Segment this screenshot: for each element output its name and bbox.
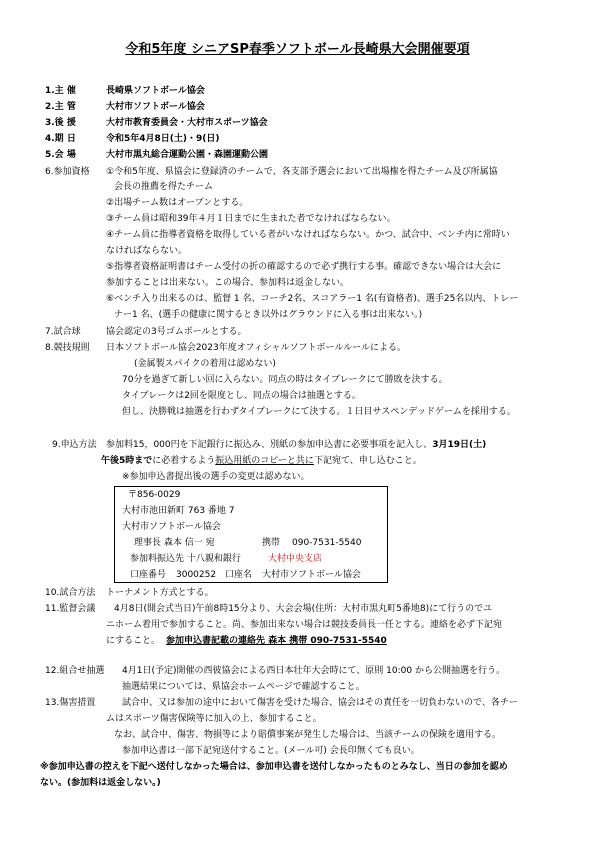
venue-value: 大村市黒丸総合運動公園・森園運動公園 bbox=[106, 150, 269, 160]
rules-line: 70分を過ぎて新しい回に入らない。同点の時はタイブレークにて勝敗を決する。 bbox=[122, 375, 448, 385]
director: 理事長 森本 信一 宛 bbox=[134, 538, 215, 548]
bank-label: 参加料振込先 十八親和銀行 bbox=[130, 554, 241, 564]
venue-label: 5.会 場 bbox=[45, 150, 76, 160]
support-value: 大村市教育委員会・大村市スポーツ協会 bbox=[106, 118, 268, 128]
rules-line: タイブレークは2回を限度とし、同点の場合は抽選とする。 bbox=[122, 391, 361, 401]
application-text: 下記宛て、申し込むこと。 bbox=[313, 456, 422, 466]
ball-value: 協会認定の3号ゴムボールとする。 bbox=[106, 327, 247, 337]
mobile-number: 090-7531-5540 bbox=[292, 538, 362, 548]
qualification-line: 参加することは出来ない。この場合、参加料は返金しない。 bbox=[106, 278, 350, 288]
draw-line: 4月1日(予定)開催の西彼協会による西日本壮年大会時にて、原則 10:00 から公開抽選を行う。 bbox=[122, 666, 505, 676]
rules-line: (金属製スパイクの着用は認めない) bbox=[134, 359, 276, 369]
qualification-line: ①令和5年度、県協会に登録済のチームで、各支部予選会において出場権を得たチーム及び所属協 bbox=[106, 167, 498, 177]
footer-note: ない。(参加料は返金しない。) bbox=[40, 778, 161, 788]
injury-line: 参加申込書は一部下記宛送付すること。(メール可) 会長印無くても良い。 bbox=[122, 746, 420, 756]
application-text: 参加料15，000円を下記銀行に振込み、別紙の参加申込書に必要事項を記入し、 bbox=[106, 440, 433, 450]
address: 大村市池田新町 763 番地 7 bbox=[122, 506, 235, 516]
qualification-line: 会長の推薦を得たチーム bbox=[114, 182, 214, 192]
footer-note: ※参加申込書の控えを下記へ送付しなかった場合は、参加申込書を送付しなかったものとみなし、当日の参加を認め bbox=[40, 762, 508, 772]
account-number: 3000252 bbox=[176, 570, 217, 580]
account-name: 大村市ソフトボール協会 bbox=[262, 570, 361, 580]
support-label: 3.後 援 bbox=[45, 118, 76, 128]
zip-code: 〒856-0029 bbox=[128, 490, 181, 500]
qualification-label: 6.参加資格 bbox=[45, 167, 90, 177]
manager-value: 大村市ソフトボール協会 bbox=[106, 102, 205, 112]
qualification-line: なければならない。 bbox=[106, 246, 188, 256]
manager-label: 2.主 管 bbox=[45, 102, 76, 112]
meeting-label: 11.監督会議 bbox=[45, 604, 96, 614]
qualification-line: ④チーム員に指導者資格を取得している者がいなければならない。かつ、試合中、ベンチ内に常時い bbox=[106, 230, 510, 240]
account-label: 口座番号 bbox=[130, 570, 167, 580]
application-line2 bbox=[101, 456, 422, 467]
injury-line: ムはスポーツ傷害保険等に加入の上、参加すること。 bbox=[106, 714, 322, 724]
application-line1 bbox=[106, 440, 486, 451]
application-label: 9.申込方法 bbox=[52, 440, 97, 450]
format-value: トーナメント方式とする。 bbox=[106, 588, 214, 598]
organizer-value: 長崎県ソフトボール協会 bbox=[106, 86, 205, 96]
meeting-contact: 参加申込書記載の連絡先 森本 携帯 090-7531-5540 bbox=[166, 636, 387, 646]
period-value: 令和5年4月8日(土)・9(日) bbox=[106, 134, 220, 144]
deadline-time: 午後5時まで bbox=[101, 456, 153, 466]
application-underlined: 振込用紙のコピーと共に bbox=[215, 456, 314, 466]
mobile-label: 携帯 bbox=[262, 538, 281, 548]
deadline-date: 3月19日(土) bbox=[432, 440, 487, 450]
qualification-line: ②出場チーム数はオープンとする。 bbox=[106, 198, 249, 208]
meeting-line: にすること。 bbox=[106, 636, 161, 646]
application-note: ※参加申込書提出後の選手の変更は認めない。 bbox=[122, 472, 310, 482]
format-label: 10.試合方法 bbox=[45, 588, 96, 598]
ball-label: 7.試合球 bbox=[45, 327, 81, 337]
injury-line: なお、試合中、傷害、物損等により賠償事案が発生した場合は、当該チームの保険を適用する。 bbox=[114, 730, 502, 740]
rules-label: 8.競技規則 bbox=[45, 343, 90, 353]
injury-label: 13.傷害措置 bbox=[45, 698, 96, 708]
page-title: 令和5年度 シニアSP春季ソフトボール長崎県大会開催要項 bbox=[125, 42, 470, 57]
qualification-line: ③チーム員は昭和39年４月１日までに生まれた者でなければならない。 bbox=[106, 214, 396, 224]
meeting-line: ニホーム着用で参加すること。尚、参加出来ない場合は競技委員長一任とする。連絡を必ず下記宛 bbox=[106, 620, 503, 630]
qualification-line: ⑤指導者資格証明書はチーム受付の折の確認するので必ず携行する事。確認できない場合は大会に bbox=[106, 262, 502, 272]
org-name: 大村市ソフトボール協会 bbox=[122, 522, 221, 532]
period-label: 4.期 日 bbox=[45, 134, 76, 144]
account-name-label: 口座名 bbox=[225, 570, 253, 580]
bank-branch: 大村中央支店 bbox=[268, 554, 323, 564]
qualification-line: ⑥ベンチ入り出来るのは、監督 1 名、コーチ2名、スコアラー1 名(有資格者)、選手25名以内、トレー bbox=[106, 294, 519, 304]
organizer-label: 1.主 催 bbox=[45, 86, 76, 96]
draw-label: 12.組合せ抽選 bbox=[45, 666, 105, 676]
rules-line: 但し、決勝戦は抽選を行わずタイブレークにて決する。１日目サスペンデッドゲームを採用する。 bbox=[122, 407, 516, 417]
rules-line: 日本ソフトボール協会2023年度オフィシャルソフトボールルールによる。 bbox=[106, 343, 406, 353]
injury-line: 試合中、又は参加の途中において傷害を受けた場合、協会はその責任を一切負わないので、各チー bbox=[122, 698, 518, 708]
draw-line: 抽選結果については、県協会ホームページで確認すること。 bbox=[122, 682, 365, 692]
application-text: に必着するよう bbox=[152, 456, 216, 466]
qualification-line: ナー1 名、(選手の健康に関するとき以外はグラウンドに入る事は出来ない。) bbox=[114, 310, 423, 320]
meeting-line: 4月8日(開会式当日)午前8時15分より、大会会場(住所：大村市黒丸町5番地8)にて行うのでユ bbox=[114, 604, 493, 614]
